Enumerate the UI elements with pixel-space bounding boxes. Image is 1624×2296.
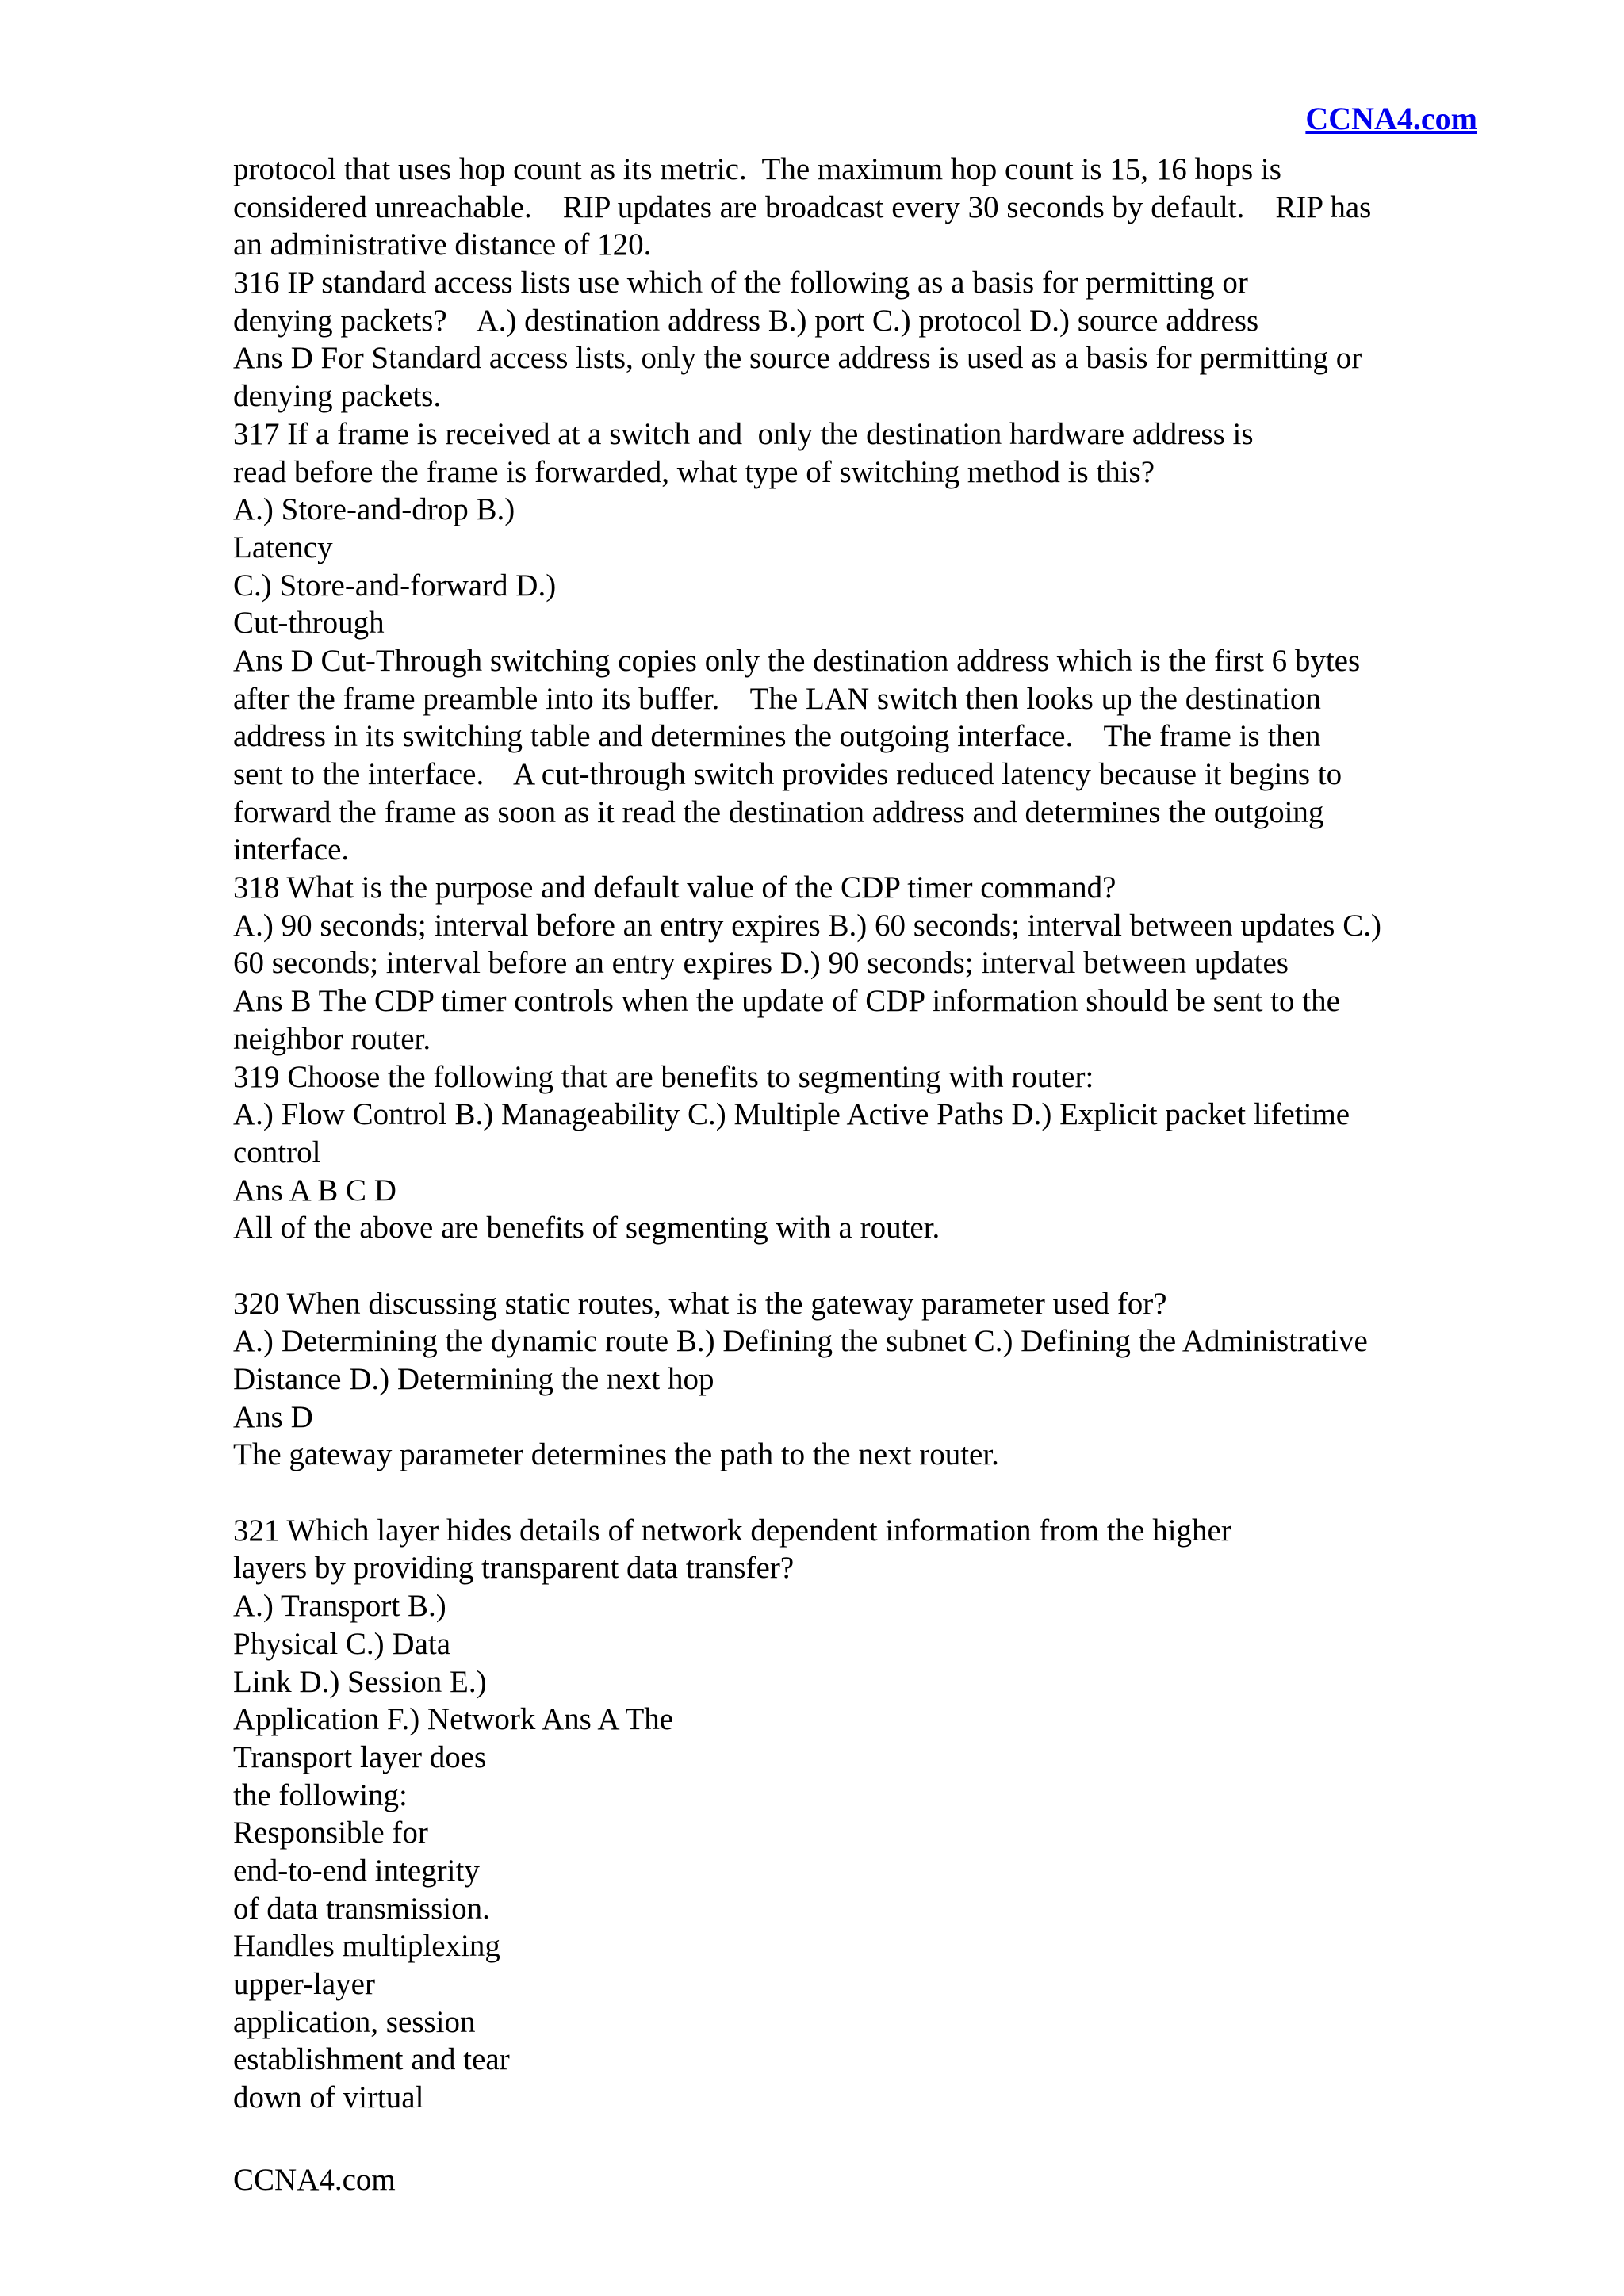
text-line: control xyxy=(233,1135,321,1169)
text-line: Ans D xyxy=(233,1399,313,1434)
text-line: read before the frame is forwarded, what type of switching method is this? xyxy=(233,454,1155,489)
text-line: considered unreachable. RIP updates are broadcast every 30 seconds by default. RIP has xyxy=(233,189,1372,224)
site-link[interactable]: CCNA4.com xyxy=(1305,101,1477,136)
text-line: Ans B The CDP timer controls when the update of CDP information should be sent to the xyxy=(233,984,1340,1019)
text-line: Application F.) Network Ans A The xyxy=(233,1702,674,1737)
text-line: address in its switching table and determines the outgoing interface. The frame is then xyxy=(233,719,1321,754)
text-line: application, session xyxy=(233,2004,476,2039)
text-line: 319 Choose the following that are benefits to segmenting with router: xyxy=(233,1059,1094,1094)
text-line: sent to the interface. A cut-through switch provides reduced latency because it begins to xyxy=(233,757,1342,791)
text-line: after the frame preamble into its buffer. The LAN switch then looks up the destination xyxy=(233,681,1321,716)
text-line: C.) Store-and-forward D.) xyxy=(233,568,557,603)
text-line xyxy=(233,1247,1470,1285)
text-line: A.) 90 seconds; interval before an entry expires B.) 60 seconds; interval between updates C.) xyxy=(233,908,1381,943)
text-line: 320 When discussing static routes, what is the gateway parameter used for? xyxy=(233,1286,1167,1321)
text-line: establishment and tear xyxy=(233,2042,510,2077)
text-line: A.) Flow Control B.) Manageability C.) Multiple Active Paths D.) Explicit packet lifetime xyxy=(233,1097,1350,1132)
text-line: down of virtual xyxy=(233,2080,424,2115)
text-line: 316 IP standard access lists use which of the following as a basis for permitting or xyxy=(233,266,1248,300)
text-line: Handles multiplexing xyxy=(233,1929,500,1964)
text-line: A.) Store-and-drop B.) xyxy=(233,492,515,527)
text-line: 60 seconds; interval before an entry expires D.) 90 seconds; interval between updates xyxy=(233,946,1289,981)
page-footer: CCNA4.com xyxy=(233,2163,396,2197)
text-line: layers by providing transparent data transfer? xyxy=(233,1551,795,1586)
text-line: of data transmission. xyxy=(233,1891,490,1926)
page-body xyxy=(233,151,1470,2117)
text-line: interface. xyxy=(233,832,350,867)
text-line: an administrative distance of 120. xyxy=(233,228,652,262)
text-line: Distance D.) Determining the next hop xyxy=(233,1362,714,1396)
text-line: 317 If a frame is received at a switch and only the destination hardware address is xyxy=(233,416,1254,451)
text-line: Link D.) Session E.) xyxy=(233,1664,487,1699)
text-line: upper-layer xyxy=(233,1967,375,2001)
text-line: A.) Determining the dynamic route B.) Defining the subnet C.) Defining the Administrative xyxy=(233,1324,1368,1359)
text-line: Ans A B C D xyxy=(233,1173,396,1207)
text-line: Latency xyxy=(233,530,333,564)
text-line: Transport layer does xyxy=(233,1739,487,1774)
text-line: Cut-through xyxy=(233,606,385,641)
text-line: protocol that uses hop count as its metric. The maximum hop count is 15, 16 hops is xyxy=(233,152,1281,186)
text-line: Physical C.) Data xyxy=(233,1626,451,1661)
text-line: Ans D Cut-Through switching copies only the destination address which is the first 6 bytes xyxy=(233,643,1361,678)
text-line: end-to-end integrity xyxy=(233,1853,480,1888)
text-line: denying packets. xyxy=(233,379,442,414)
text-line: The gateway parameter determines the path to the next router. xyxy=(233,1437,999,1472)
text-line: the following: xyxy=(233,1777,408,1812)
text-line xyxy=(233,1474,1470,1512)
text-line: 318 What is the purpose and default value of the CDP timer command? xyxy=(233,871,1116,905)
text-line: denying packets? A.) destination address B.) port C.) protocol D.) source address xyxy=(233,303,1259,338)
text-line: 321 Which layer hides details of network dependent information from the higher xyxy=(233,1513,1231,1548)
text-line: neighbor router. xyxy=(233,1021,431,1056)
text-line: All of the above are benefits of segmenting with a router. xyxy=(233,1211,940,1246)
text-line: A.) Transport B.) xyxy=(233,1589,446,1624)
text-line: Ans D For Standard access lists, only the source address is used as a basis for permitting or xyxy=(233,341,1362,376)
text-line: Responsible for xyxy=(233,1816,428,1850)
text-line: forward the frame as soon as it read the destination address and determines the outgoing xyxy=(233,794,1324,829)
